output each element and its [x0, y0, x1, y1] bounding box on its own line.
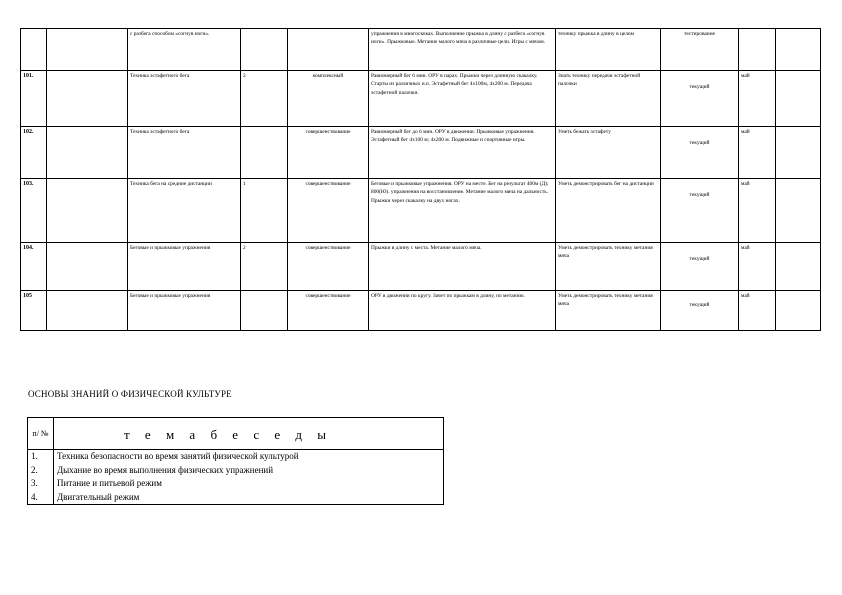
- lesson-extra-cell: [776, 71, 821, 127]
- lesson-empty-cell: [47, 127, 128, 179]
- lessons-table: [20, 28, 821, 331]
- topic-text: Питание и питьевой режим: [54, 477, 444, 491]
- lesson-topic: с разбега способом «согнув ноги».: [128, 29, 241, 71]
- topic-row: [28, 464, 444, 478]
- lesson-topic: Техника эстафетного бега: [128, 71, 241, 127]
- lesson-month: май: [739, 179, 776, 243]
- topic-row: [28, 491, 444, 505]
- lesson-extra-cell: [776, 127, 821, 179]
- section-title: ОСНОВЫ ЗНАНИЙ О ФИЗИЧЕСКОЙ КУЛЬТУРЕ: [28, 389, 232, 399]
- lesson-hours: 2: [241, 71, 288, 127]
- table-row: [21, 179, 821, 243]
- lesson-type: совершенствование: [288, 291, 369, 331]
- lesson-content: Равномерный бег 6 мин. ОРУ в парах. Прыжки через длинную скакалку. Старты из различных и.п. Эстафетный бег 4х100м, 4х200 м. Передача эстафетной палочки.: [369, 71, 556, 127]
- lesson-requirements: Уметь демонстрировать технику метания мяча: [556, 291, 661, 331]
- topic-num: 2.: [28, 464, 54, 478]
- lesson-hours: [241, 127, 288, 179]
- lesson-month: май: [739, 71, 776, 127]
- lesson-empty-cell: [47, 29, 128, 71]
- lesson-number: 105: [21, 291, 47, 331]
- lesson-type: совершенствование: [288, 243, 369, 291]
- lesson-control: тестирование: [661, 29, 739, 71]
- lesson-month: май: [739, 127, 776, 179]
- lesson-topic: Беговые и прыжковые упражнения: [128, 291, 241, 331]
- lesson-month: май: [739, 243, 776, 291]
- lesson-hours: 2: [241, 243, 288, 291]
- lesson-control: текущий: [661, 291, 739, 331]
- table-row: [21, 29, 821, 71]
- lesson-hours: [241, 29, 288, 71]
- topic-num: 1.: [28, 450, 54, 464]
- lesson-empty-cell: [47, 179, 128, 243]
- lesson-empty-cell: [47, 291, 128, 331]
- lesson-type: [288, 29, 369, 71]
- lesson-extra-cell: [776, 243, 821, 291]
- lesson-requirements: Уметь бежать эстафету: [556, 127, 661, 179]
- lesson-type: совершенствование: [288, 127, 369, 179]
- lesson-content: ОРУ в движении по кругу. Зачет по прыжкам в длину, по метанию.: [369, 291, 556, 331]
- topics-table: [27, 417, 444, 505]
- table-row: [21, 243, 821, 291]
- lesson-control: текущий: [661, 127, 739, 179]
- table-row: [21, 127, 821, 179]
- lesson-month: [739, 29, 776, 71]
- lesson-number: 102.: [21, 127, 47, 179]
- lesson-content: Прыжки в длину с места. Метание малого мяча.: [369, 243, 556, 291]
- lesson-type: совершенствование: [288, 179, 369, 243]
- lesson-control: текущий: [661, 71, 739, 127]
- lesson-hours: 1: [241, 179, 288, 243]
- lesson-extra-cell: [776, 179, 821, 243]
- lesson-type: комплексный: [288, 71, 369, 127]
- lesson-empty-cell: [47, 71, 128, 127]
- lesson-month: май: [739, 291, 776, 331]
- lesson-number: 101.: [21, 71, 47, 127]
- topic-text: Техника безопасности во время занятий физической культурой: [54, 450, 444, 464]
- lesson-requirements: технику прыжка в длину в целом: [556, 29, 661, 71]
- topic-text: Дыхание во время выполнения физических упражнений: [54, 464, 444, 478]
- lesson-control: текущий: [661, 243, 739, 291]
- lesson-requirements: Уметь демонстрировать технику метания мяча: [556, 243, 661, 291]
- topics-header-num: п/ №: [28, 418, 54, 450]
- lesson-extra-cell: [776, 291, 821, 331]
- topic-num: 4.: [28, 491, 54, 505]
- lesson-content: Равномерный бег до 6 мин. ОРУ в движении. Прыжковые упражнения. Эстафетный бег 4х100 м; 4х200 м. Подвижные и спортивные игры.: [369, 127, 556, 179]
- lesson-requirements: Уметь демонстрировать бег на дистанции: [556, 179, 661, 243]
- lesson-empty-cell: [47, 243, 128, 291]
- lesson-extra-cell: [776, 29, 821, 71]
- lesson-content: упражнения в многоскоках. Выполнение прыжка в длину с разбега «согнув ноги». Прыжковые. Метание малого мяча в различные цели. Игры с мячом.: [369, 29, 556, 71]
- topics-header-title: т е м а б е с е д ы: [54, 418, 444, 450]
- topic-row: [28, 450, 444, 464]
- topic-row: [28, 477, 444, 491]
- topic-text: Двигательный режим: [54, 491, 444, 505]
- lesson-requirements: Знать технику передачи эстафетной палочки: [556, 71, 661, 127]
- topics-header-row: [28, 418, 444, 450]
- table-row: [21, 291, 821, 331]
- topic-num: 3.: [28, 477, 54, 491]
- lesson-hours: [241, 291, 288, 331]
- lesson-topic: Техника бега на средние дистанции: [128, 179, 241, 243]
- table-row: [21, 71, 821, 127]
- lesson-topic: Беговые и прыжковые упражнения: [128, 243, 241, 291]
- lesson-content: Беговые и прыжковые упражнения. ОРУ на месте. Бег на результат 400м (Д); 800(Ю). упражнения на восстановление. Метание малого мяча на дальность. Прыжки через скакалку на двух ногах.: [369, 179, 556, 243]
- lesson-control: текущий: [661, 179, 739, 243]
- lesson-number: 104.: [21, 243, 47, 291]
- lesson-number: 103.: [21, 179, 47, 243]
- lesson-topic: Техника эстафетного бега: [128, 127, 241, 179]
- lesson-number: [21, 29, 47, 71]
